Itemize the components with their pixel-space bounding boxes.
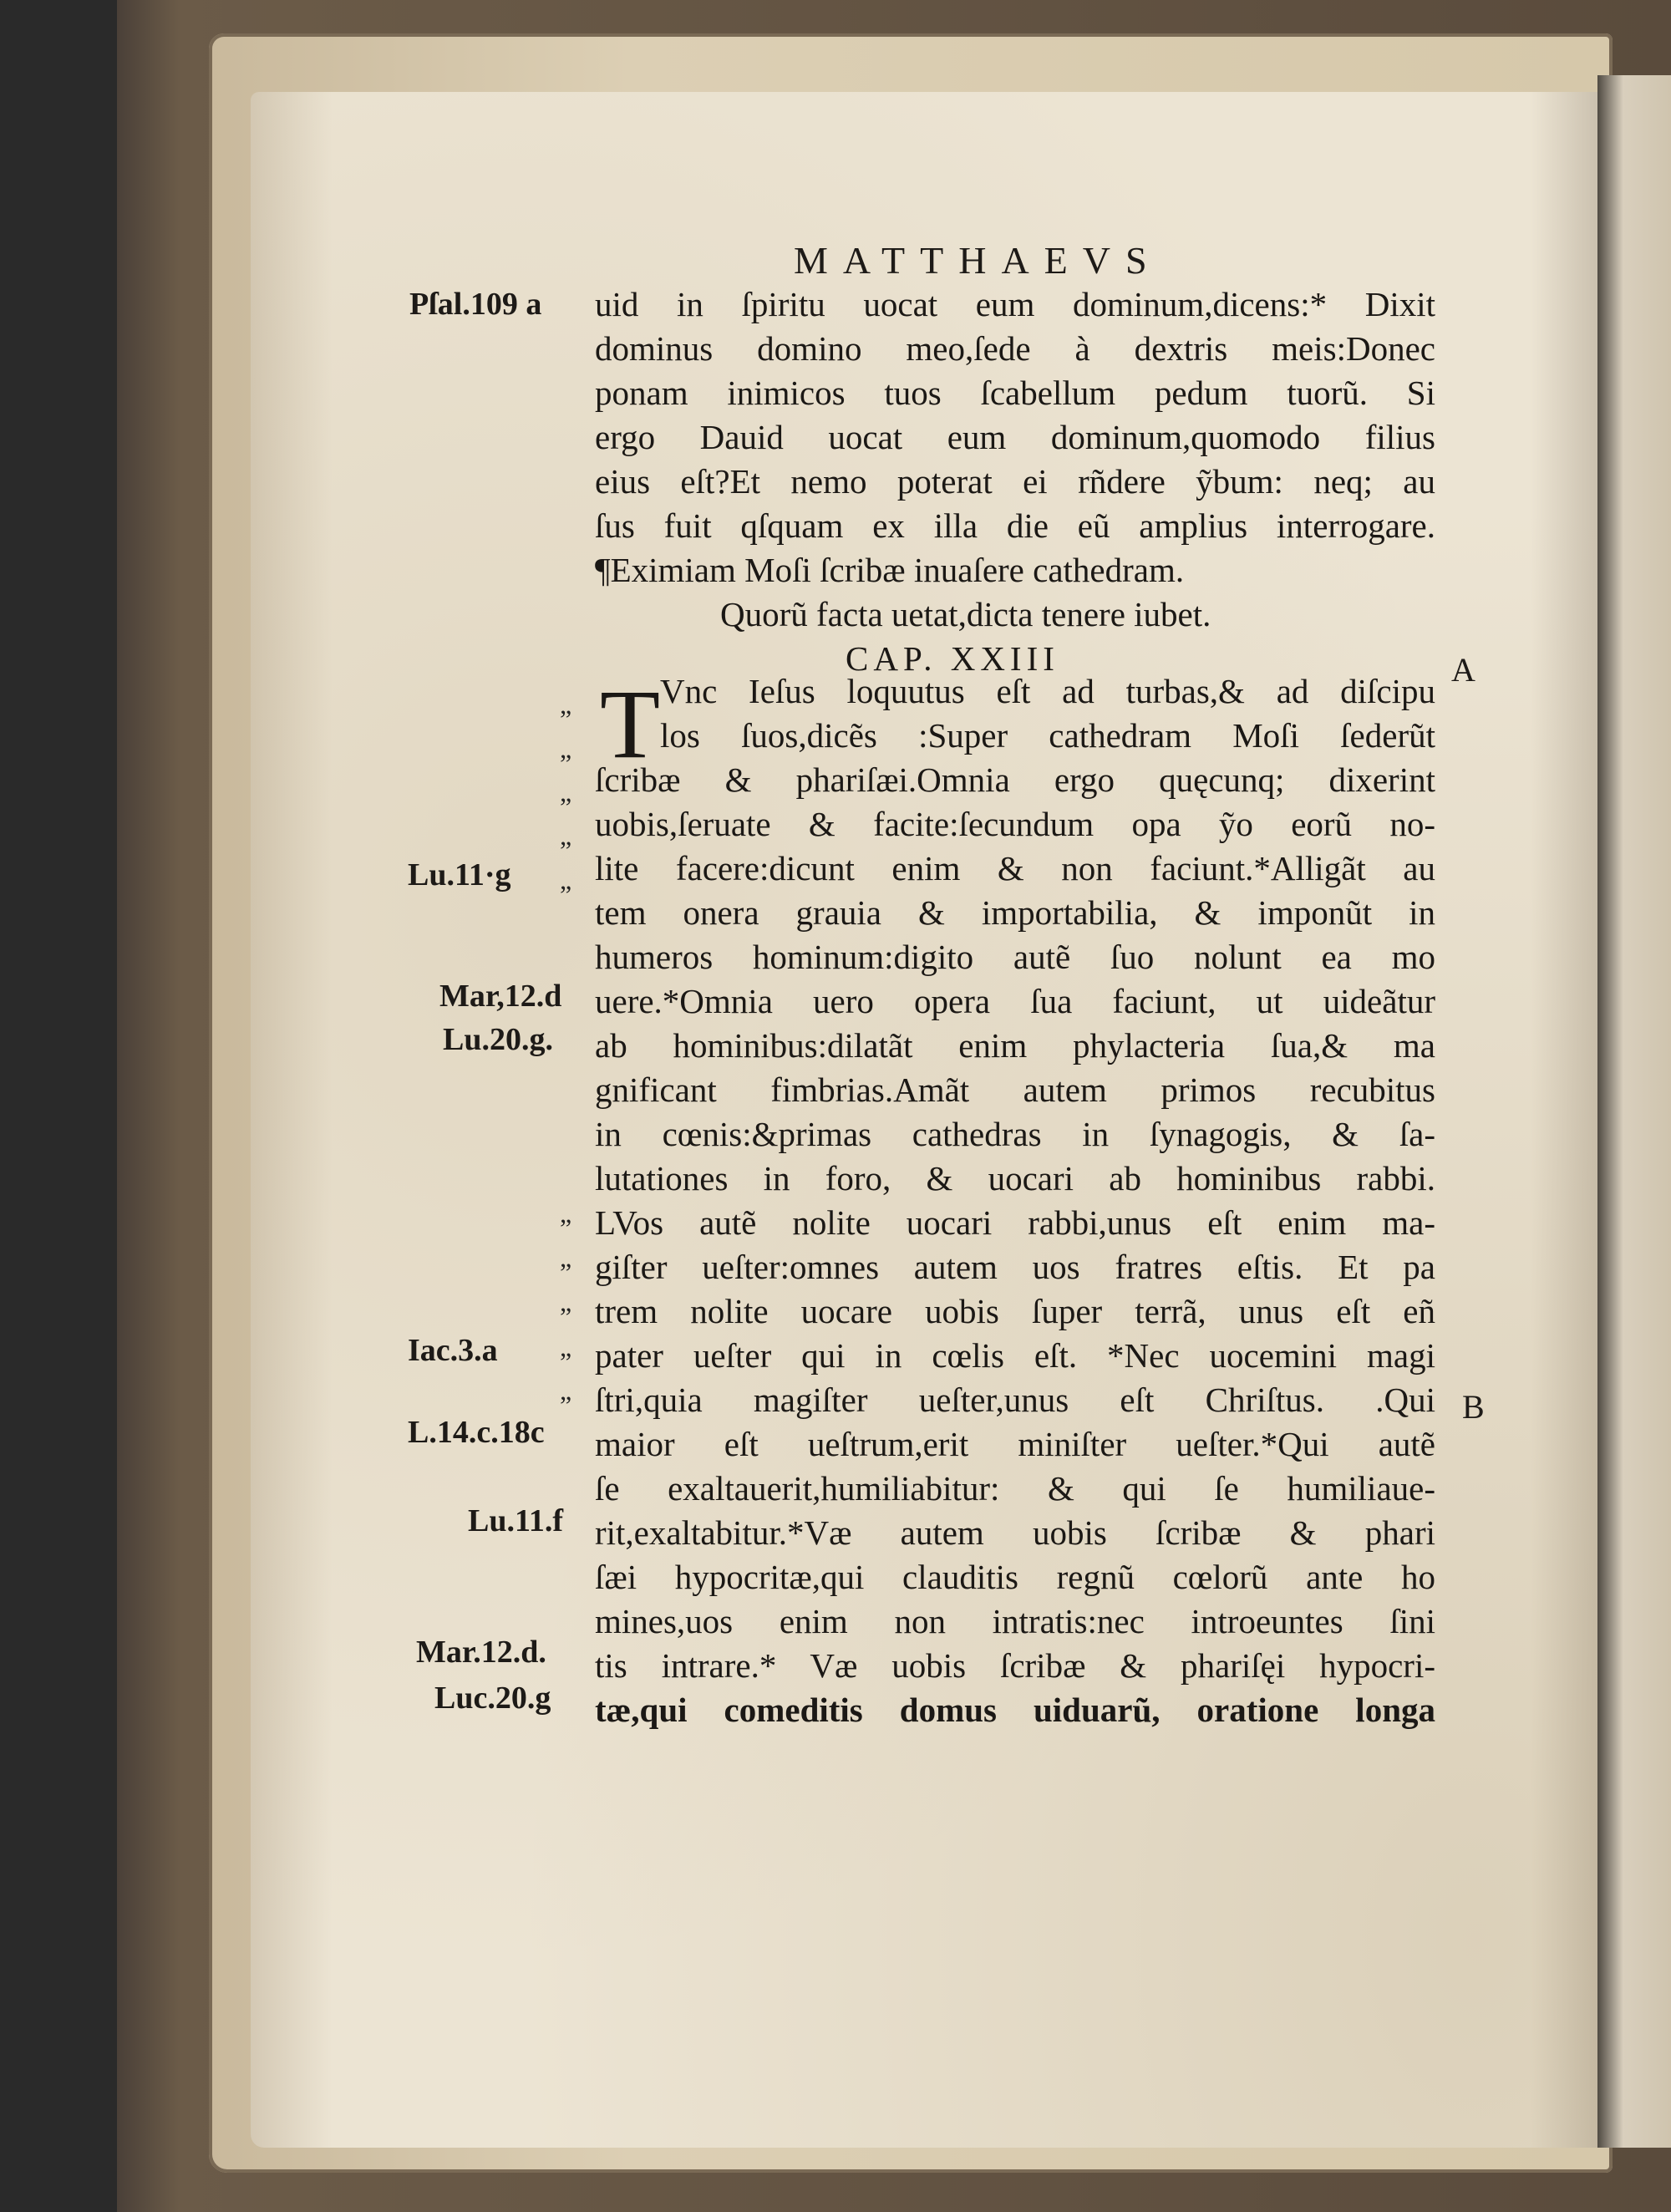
text-line: LVos autẽ nolite uocari rabbi,unus eſt enim ma- <box>595 1203 1435 1242</box>
text-line: trem nolite uocare uobis ſuper terrã, unus eſt eñ <box>595 1292 1435 1330</box>
margin-ref-iac3: Iac.3.a <box>408 1333 498 1368</box>
text-line: pater ueſter qui in cœlis eſt. *Nec uocemini magi <box>595 1336 1435 1375</box>
text-line: ſcribæ & phariſæi.Omnia ergo quęcunq; dixerint <box>595 760 1435 799</box>
text-line: uid in ſpiritu uocat eum dominum,dicens:* Dixit <box>595 285 1435 323</box>
section-letter-b: B <box>1462 1388 1485 1426</box>
text-line: tæ,qui comeditis domus uiduarũ, oratione longa <box>595 1691 1435 1729</box>
text-line: eius eſt?Et nemo poterat ei rñdere ỹbum: neq; au <box>595 462 1435 501</box>
text-line: Vnc Ieſus loquutus eſt ad turbas,& ad diſcipu <box>660 672 1435 710</box>
verse-line: Quorũ facta uetat,dicta tenere iubet. <box>720 595 1211 633</box>
chapter-opening <box>660 669 1435 758</box>
margin-ref-luc20: Luc.20.g <box>434 1681 551 1716</box>
quote-mark: „ <box>560 1243 572 1273</box>
text-line: uobis,ſeruate & facite:ſecundum opa ỹo eorũ no- <box>595 805 1435 843</box>
text-line: rit,exaltabitur.*Væ autem uobis ſcribæ & phari <box>595 1513 1435 1552</box>
margin-ref-mar12: Mar,12.d <box>439 979 562 1014</box>
text-line: tis intrare.* Væ uobis ſcribæ & phariſęi hypocri- <box>595 1646 1435 1685</box>
text-line: dominus domino meo,ſede à dextris meis:Donec <box>595 329 1435 368</box>
text-line: ſus fuit qſquam ex illa die eũ amplius interrogare. <box>595 506 1435 545</box>
quote-mark: „ <box>560 865 572 895</box>
body-text <box>595 758 1435 1732</box>
text-line: uere.*Omnia uero opera ſua faciunt, ut uideãtur <box>595 982 1435 1020</box>
text-line: ab hominibus:dilatãt enim phylacteria ſua,& ma <box>595 1026 1435 1065</box>
margin-ref-lu20: Lu.20.g. <box>443 1022 553 1057</box>
margin-ref-lu11: Lu.11·g <box>408 857 511 892</box>
text-line: giſter ueſter:omnes autem uos fratres eſtis. Et pa <box>595 1248 1435 1286</box>
facing-page-edge <box>1597 75 1671 2148</box>
text-line: tem onera grauia & importabilia, & imponũt in <box>595 893 1435 932</box>
quote-mark: „ <box>560 777 572 807</box>
text-line: ſtri,quia magiſter ueſter,unus eſt Chriſtus. .Qui <box>595 1381 1435 1419</box>
margin-ref-lu11f: Lu.11.f <box>468 1503 564 1538</box>
section-letter-a: A <box>1451 651 1475 689</box>
text-line: los ſuos,dicẽs :Super cathedram Moſi ſederũt <box>660 716 1435 755</box>
text-line: ſe exaltauerit,humiliabitur: & qui ſe humiliaue- <box>595 1469 1435 1508</box>
drop-cap: T <box>600 669 661 779</box>
quote-mark: „ <box>560 1198 572 1228</box>
text-line: maior eſt ueſtrum,erit miniſter ueſter.*Qui autẽ <box>595 1425 1435 1463</box>
text-line: ¶Eximiam Moſi ſcribæ inuaſere cathedram. <box>595 551 1185 589</box>
margin-ref-psal: Pſal.109 a <box>409 287 542 322</box>
quote-mark: „ <box>560 734 572 764</box>
text-line: ponam inimicos tuos ſcabellum pedum tuorũ. Si <box>595 374 1435 412</box>
text-line: in cœnis:&primas cathedras in ſynagogis, & ſa- <box>595 1115 1435 1153</box>
text-line: ergo Dauid uocat eum dominum,quomodo filius <box>595 418 1435 456</box>
text-line: mines,uos enim non intratis:nec introeuntes ſini <box>595 1602 1435 1640</box>
quote-mark: „ <box>560 1332 572 1362</box>
running-head: MATTHAEVS <box>794 239 1162 282</box>
margin-ref-mar12b: Mar.12.d. <box>416 1635 546 1670</box>
text-line: lutationes in foro, & uocari ab hominibus rabbi. <box>595 1159 1435 1198</box>
top-text-block <box>595 282 1435 681</box>
quote-mark: „ <box>560 821 572 851</box>
quote-mark: „ <box>560 689 572 720</box>
chapter-heading: CAP. XXIII <box>846 639 1059 678</box>
text-line: humeros hominum:digito autẽ ſuo nolunt ea mo <box>595 938 1435 976</box>
text-line: lite facere:dicunt enim & non faciunt.*Alligãt au <box>595 849 1435 887</box>
quote-mark: „ <box>560 1376 572 1406</box>
margin-ref-lu14: L.14.c.18c <box>408 1415 545 1450</box>
text-line: gnificant fimbrias.Amãt autem primos recubitus <box>595 1070 1435 1109</box>
quote-mark: „ <box>560 1287 572 1317</box>
text-line: ſæi hypocritæ,qui clauditis regnũ cœlorũ ante ho <box>595 1558 1435 1596</box>
